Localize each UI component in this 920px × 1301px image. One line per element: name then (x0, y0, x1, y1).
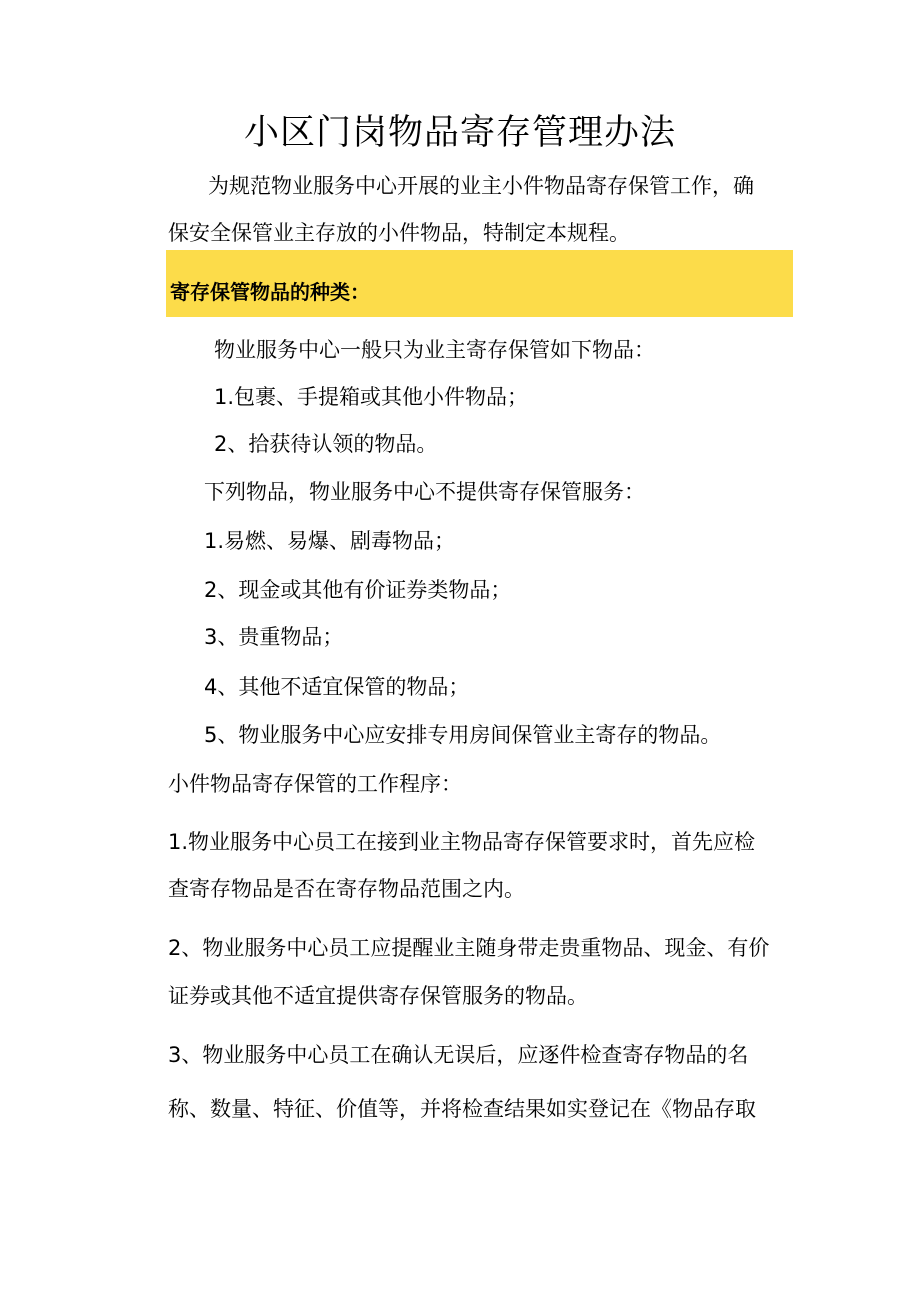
rejected-item-3: 3、贵重物品； (204, 625, 344, 649)
procedure-step-2-line-2: 证券或其他不适宜提供寄存保管服务的物品。 (168, 984, 588, 1008)
accepted-item-2: 2、拾获待认领的物品。 (214, 432, 438, 456)
accepted-item-1: 1.包裹、手提箱或其他小件物品； (214, 385, 529, 409)
rejected-item-2: 2、现金或其他有价证券类物品； (204, 578, 512, 602)
procedure-step-3-line-2: 称、数量、特征、价值等，并将检查结果如实登记在《物品存取 (168, 1097, 756, 1121)
rejected-item-4: 4、其他不适宜保管的物品； (204, 675, 470, 699)
section-heading: 寄存保管物品的种类： (170, 280, 370, 304)
procedure-step-2-line-1: 2、物业服务中心员工应提醒业主随身带走贵重物品、现金、有价 (168, 936, 770, 960)
rejected-item-5: 5、物业服务中心应安排专用房间保管业主寄存的物品。 (204, 723, 722, 747)
rejected-item-1: 1.易燃、易爆、剧毒物品； (204, 529, 456, 553)
procedure-step-3-line-1: 3、物业服务中心员工在确认无误后，应逐件检查寄存物品的名 (168, 1043, 749, 1067)
rejected-intro: 下列物品，物业服务中心不提供寄存保管服务： (204, 480, 645, 504)
procedure-heading: 小件物品寄存保管的工作程序： (168, 772, 462, 796)
intro-line-2: 保安全保管业主存放的小件物品，特制定本规程。 (168, 221, 630, 245)
accepted-intro: 物业服务中心一般只为业主寄存保管如下物品： (214, 338, 655, 362)
procedure-step-1-line-1: 1.物业服务中心员工在接到业主物品寄存保管要求时，首先应检 (168, 830, 756, 854)
document-title: 小区门岗物品寄存管理办法 (243, 113, 676, 153)
intro-line-1: 为规范物业服务中心开展的业主小件物品寄存保管工作，确 (208, 174, 754, 198)
procedure-step-1-line-2: 查寄存物品是否在寄存物品范围之内。 (168, 877, 525, 901)
